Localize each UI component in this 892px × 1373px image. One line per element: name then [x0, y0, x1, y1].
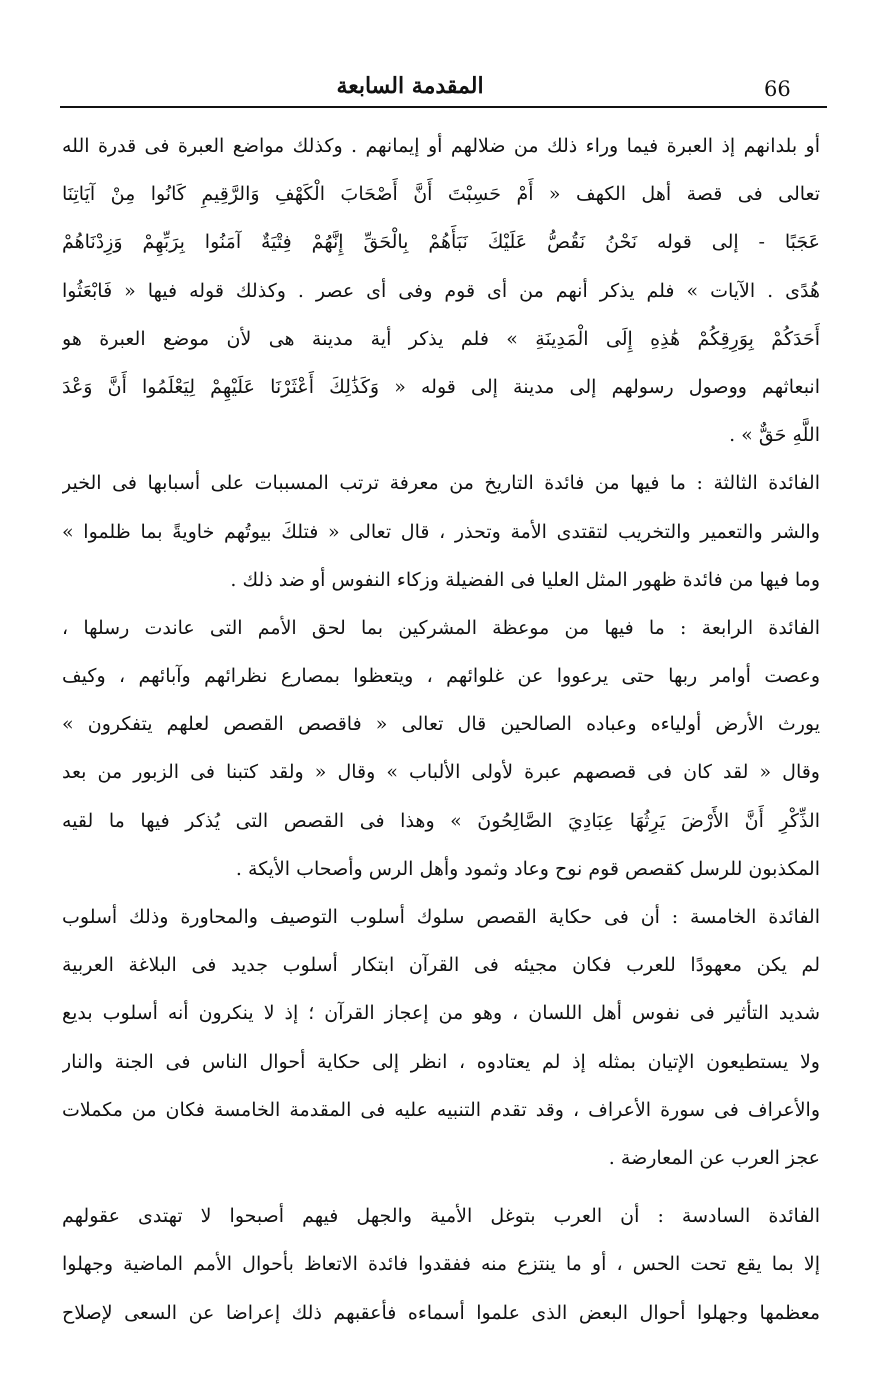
text-line: يورث الأرض أولياءه وعباده الصالحين قال تعالى « فاقصص القصص لعلهم يتفكرون »	[62, 713, 820, 736]
page-body	[62, 122, 820, 1337]
text-line: وعصت أوامر ربها حتى يرعووا عن غلوائهم ، ويتعظوا بمصارع نظرائهم وآبائهم ، وكيف	[62, 665, 820, 688]
running-header-title: المقدمة السابعة	[336, 73, 484, 99]
header-divider	[60, 106, 827, 108]
text-line: أو بلدانهم إذ العبرة فيما وراء ذلك من ضلالهم أو إيمانهم . وكذلك مواضع العبرة فى قدرة الله	[62, 135, 820, 157]
text-line: لم يكن معهودًا للعرب فكان مجيئه فى القرآن ابتكار أسلوب جديد فى البلاغة العربية	[62, 954, 820, 977]
text-line: انبعاثهم ووصول رسولهم إلى مدينة إلى قوله « وَكَذَٰلِكَ أَعْثَرْنَا عَلَيْهِمْ لِيَعْلَمُوا أَنَّ وَعْدَ	[62, 375, 820, 398]
text-line: وما فيها من فائدة ظهور المثل العليا فى الفضيلة وزكاء النفوس أو ضد ذلك .	[230, 568, 820, 591]
page-number: 66	[764, 77, 791, 101]
text-line: اللَّهِ حَقٌّ » .	[729, 424, 820, 447]
text-line: هُدًى . الآيات » فلم يذكر أنهم من أى قوم وفى أى عصر . وكذلك قوله فيها « فَابْعَثُوا	[62, 279, 820, 302]
text-line: عَجَبًا - إلى قوله نَحْنُ نَقُصُّ عَلَيْكَ نَبَأَهُمْ بِالْحَقِّ إِنَّهُمْ فِتْيَةٌ آمَنُوا بِرَبِّهِمْ وَزِدْنَاهُمْ	[62, 231, 820, 254]
paragraph-sixth-benefit-start: الفائدة السادسة : أن العرب بتوغل الأمية والجهل فيهم أصبحوا لا تهتدى عقولهم	[62, 1205, 820, 1228]
text-line: معظمها وجهلوا أحوال البعض الذى علموا أسماءه فأعقبهم ذلك إعراضا عن السعى لإصلاح	[62, 1301, 820, 1324]
paragraph-fifth-benefit-start: الفائدة الخامسة : أن فى حكاية القصص سلوك أسلوب التوصيف والمحاورة وذلك أسلوب	[62, 906, 820, 928]
text-line: شديد التأثير فى نفوس أهل اللسان ، وهو من إعجاز القرآن ؛ إذ لا ينكرون أنه أسلوب بديع	[62, 1002, 820, 1025]
text-line: الذِّكْرِ أَنَّ الأَرْضَ يَرِثُهَا عِبَادِيَ الصَّالِحُونَ » وهذا فى القصص التى يُذكر فيها ما لقيه	[62, 809, 820, 832]
paragraph-third-benefit-start: الفائدة الثالثة : ما فيها من فائدة التاريخ من معرفة ترتب المسببات على أسبابها فى الخير	[62, 472, 820, 495]
text-line: والشر والتعمير والتخريب لتقتدى الأمة وتحذر ، قال تعالى « فتلكَ بيوتُهم خاويةً بما ظلموا »	[62, 520, 820, 543]
text-line: المكذبون للرسل كقصص قوم نوح وعاد وثمود وأهل الرس وأصحاب الأيكة .	[235, 857, 820, 880]
text-line: ولا يستطيعون الإتيان بمثله إذ لم يعتادوه ، انظر إلى حكاية أحوال الناس فى الجنة والنار	[62, 1050, 820, 1073]
text-line: تعالى فى قصة أهل الكهف « أَمْ حَسِبْتَ أَنَّ أَصْحَابَ الْكَهْفِ وَالرَّقِيمِ كَانُوا مِنْ آيَاتِنَا	[62, 183, 820, 206]
text-line: والأعراف فى سورة الأعراف ، وقد تقدم التنبيه عليه فى المقدمة الخامسة فكان من مكملات	[62, 1098, 820, 1121]
text-line: وقال « لقد كان فى قصصهم عبرة لأولى الألباب » وقال « ولقد كتبنا فى الزبور من بعد	[62, 761, 820, 784]
paragraph-fourth-benefit-start: الفائدة الرابعة : ما فيها من موعظة المشركين بما لحق الأمم التى عاندت رسلها ،	[62, 616, 820, 639]
text-line: عجز العرب عن المعارضة .	[608, 1146, 820, 1169]
text-line: إلا بما يقع تحت الحس ، أو ما ينتزع منه ففقدوا فائدة الاتعاظ بأحوال الأمم الماضية وجهلوا	[62, 1253, 820, 1276]
paragraph-gap	[62, 1182, 820, 1192]
text-line: أَحَدَكُمْ بِوَرِقِكُمْ هَٰذِهِ إِلَى الْمَدِينَةِ » فلم يذكر أية مدينة هى لأن موضع العبرة هو	[62, 327, 820, 350]
